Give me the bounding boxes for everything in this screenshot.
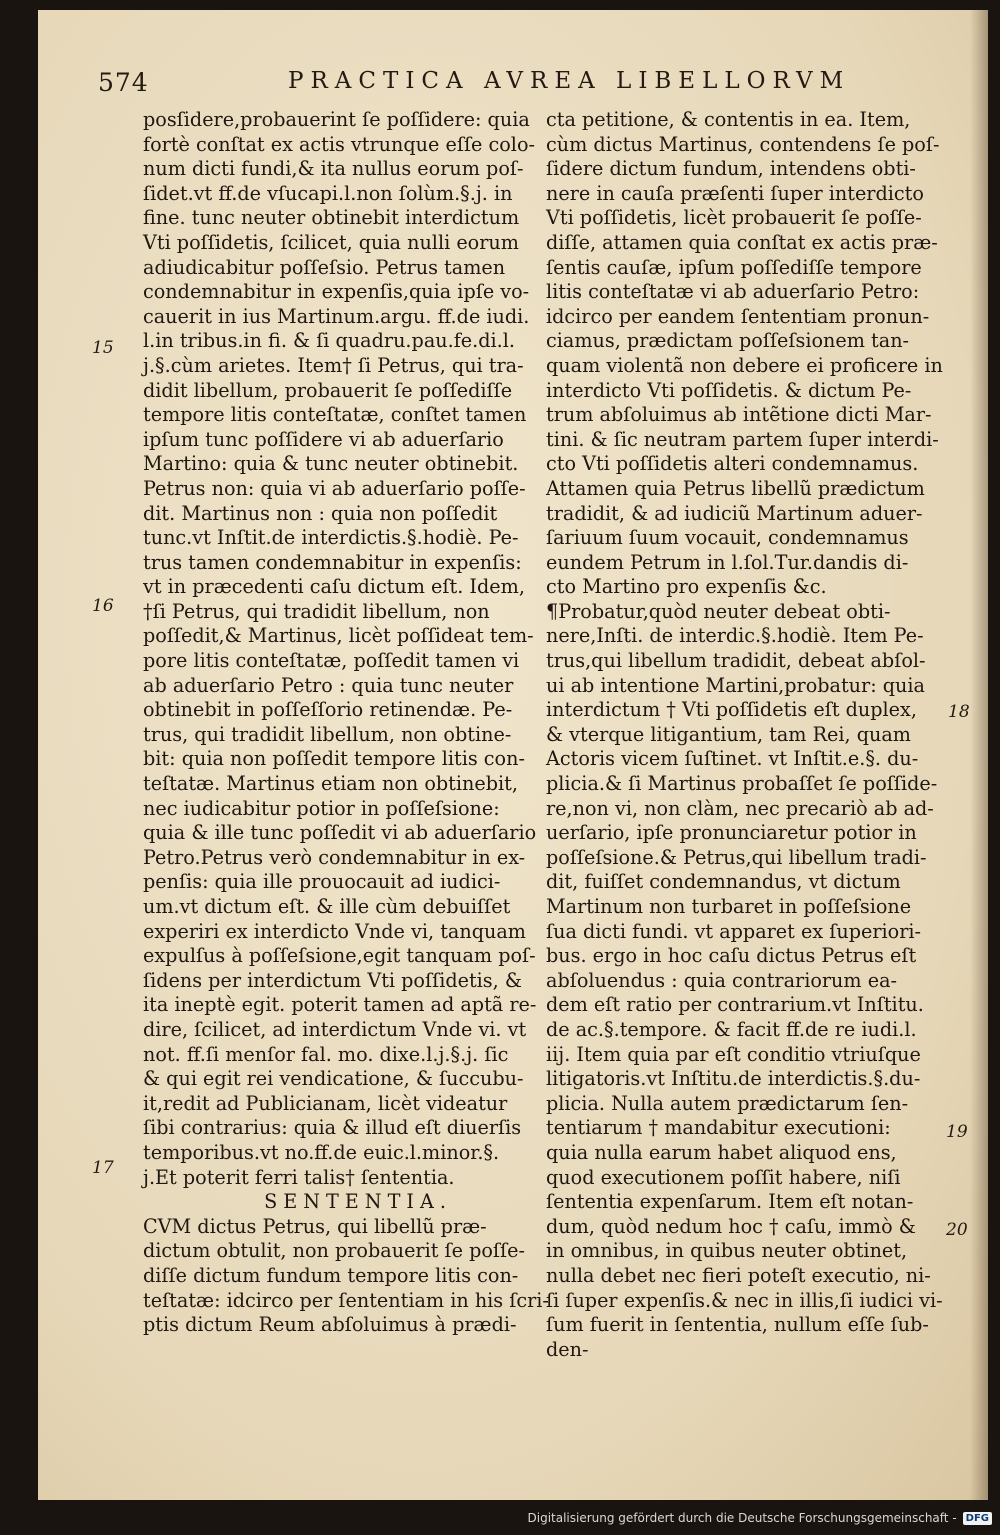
text-line: diſſe, attamen quia conſtat ex actis præ- <box>546 230 938 254</box>
marginal-number-19: 19 <box>946 1122 968 1142</box>
text-line: uerſario, ipſe pronunciaretur potior in <box>546 821 917 845</box>
text-line: expulſus à poſſeſsione,egit tanquam poſ- <box>143 944 536 968</box>
text-line: Martinum non turbaret in poſſeſsione <box>546 895 912 918</box>
text-line: um.vt dictum eſt. & ille cùm debuiſſet <box>143 895 511 918</box>
text-line: tini. & ſic neutram partem ſuper interdi- <box>546 427 939 451</box>
text-line: adiudicabitur poſſeſsio. Petrus tamen <box>143 255 506 279</box>
text-line: condemnabitur in expenſis,quia ipſe vo- <box>143 280 530 304</box>
text-line: Vti poſſidetis, licèt probauerit ſe poſſe- <box>546 206 922 230</box>
text-line: dit, fuiſſet condemnandus, vt dictum <box>546 870 901 894</box>
text-line: teſtatæ: idcirco per ſententiam in his ſcri- <box>143 1288 549 1312</box>
text-line: ita ineptè egit. poterit tamen ad aptã re- <box>143 993 537 1017</box>
text-line: Petro.Petrus verò condemnabitur in ex- <box>143 845 526 869</box>
text-line: it,redit ad Publicianam, licèt videatur <box>143 1091 508 1115</box>
text-line: quam violentã non debere ei proficere in <box>546 353 943 377</box>
text-line: vt in præcedenti caſu dictum eſt. Idem, <box>143 575 525 599</box>
text-line: tradidit, & ad iudiciũ Martinum aduer- <box>546 501 923 525</box>
text-line: iij. Item quia par eſt conditio vtriuſque <box>546 1042 921 1066</box>
text-line: bus. ergo in hoc caſu dictus Petrus eſt <box>546 944 917 968</box>
text-line: trus, qui tradidit libellum, non obtine- <box>143 722 512 746</box>
text-line: fortè conſtat ex actis vtrunque eſſe colo- <box>143 132 535 156</box>
text-line: dictum obtulit, non probauerit ſe poſſe- <box>143 1239 525 1263</box>
text-line: ab aduerſario Petro : quia tunc neuter <box>143 673 514 697</box>
text-line: †ſi Petrus, qui tradidit libellum, non <box>143 599 490 623</box>
text-line: diſſe dictum fundum tempore litis con- <box>143 1263 519 1287</box>
text-line: plicia. Nulla autem prædictarum ſen- <box>546 1091 909 1115</box>
text-line: nere,Inſti. de interdic.§.hodiè. Item Pe- <box>546 624 924 648</box>
text-line: ciamus, prædictam poſſeſsionem tan- <box>546 329 910 353</box>
text-line: ſibi contrarius: quia & illud eſt diuerſis <box>143 1116 522 1140</box>
text-line: Vti poſſidetis, ſcilicet, quia nulli eorum <box>143 230 519 254</box>
text-line: ptis dictum Reum abſoluimus à prædi- <box>143 1313 517 1337</box>
text-line: cto Vti poſſidetis alteri condemnamus. <box>546 452 919 476</box>
text-line: teſtatæ. Martinus etiam non obtinebit, <box>143 772 518 796</box>
text-line: CVM dictus Petrus, qui libellũ præ- <box>143 1214 487 1238</box>
text-line: pore litis conteſtatæ, poſſedit tamen vi <box>143 649 520 673</box>
text-line: nec iudicabitur potior in poſſeſsione: <box>143 796 500 820</box>
text-line: re,non vi, non clàm, nec precariò ab ad- <box>546 796 934 820</box>
text-line: ſariuum ſuum vocauit, condemnamus <box>546 526 909 550</box>
text-line: ſententia expenſarum. Item eſt notan- <box>546 1190 914 1214</box>
text-line: ſi ſuper expenſis.& nec in illis,ſi iudici vi- <box>546 1288 943 1312</box>
text-line: cauerit in ius Martinum.argu. ff.de iudi. <box>143 304 530 328</box>
text-line: dit. Martinus non : quia non poſſedit <box>143 501 498 525</box>
text-line: cto Martino pro expenſis &c. <box>546 575 827 599</box>
marginal-number-17: 17 <box>92 1158 114 1178</box>
text-line: & vterque litigantium, tam Rei, quam <box>546 722 912 746</box>
book-page <box>38 10 988 1500</box>
text-line: quod executionem poſſit habere, niſi <box>546 1165 901 1189</box>
text-line: temporibus.vt no.ff.de euic.l.minor.§. <box>143 1140 500 1164</box>
text-line: l.in tribus.in fi. & ſi quadru.pau.fe.di.l. <box>143 329 516 353</box>
left-column <box>143 108 573 1338</box>
text-line: penſis: quia ille prouocauit ad iudici- <box>143 870 501 894</box>
text-line: obtinebit in poſſeſſorio retinendæ. Pe- <box>143 698 513 722</box>
text-line: cta petitione, & contentis in ea. Item, <box>546 108 911 131</box>
text-line: Martino: quia & tunc neuter obtinebit. <box>143 452 519 476</box>
text-line: didit libellum, probauerit ſe poſſediſſe <box>143 378 513 402</box>
digitization-footer <box>528 1507 993 1529</box>
page-header <box>98 68 898 98</box>
text-line: Attamen quia Petrus libellũ prædictum <box>546 476 925 500</box>
text-line: ſentis cauſæ, ipſum poſſediſſe tempore <box>546 255 922 279</box>
text-line: tempore litis conteſtatæ, conſtet tamen <box>143 403 527 427</box>
text-line: poſſeſsione.& Petrus,qui libellum tradi- <box>546 845 927 869</box>
text-line: ipſum tunc poſſidere vi ab aduerſario <box>143 427 504 451</box>
marginal-number-20: 20 <box>946 1220 968 1240</box>
text-line: plicia.& ſi Martinus probaſſet ſe poſſide- <box>546 772 938 796</box>
text-line: de ac.§.tempore. & facit ff.de re iudi.l. <box>546 1017 917 1041</box>
text-line: quia & ille tunc poſſedit vi ab aduerſario <box>143 821 537 845</box>
text-line: ſidere dictum fundum, intendens obti- <box>546 157 916 181</box>
text-line: cùm dictus Martinus, contendens ſe poſ- <box>546 132 940 156</box>
text-line: ſua dicti fundi. vt apparet ex ſuperiori- <box>546 919 921 943</box>
dfg-logo: DFG <box>963 1512 992 1525</box>
text-line: dum, quòd nedum hoc † caſu, immò & <box>546 1214 916 1238</box>
text-line: j.§.cùm arietes. Item† ſi Petrus, qui tra- <box>143 353 524 377</box>
text-line: dem eſt ratio per contrarium.vt Inſtitu. <box>546 993 924 1017</box>
text-line: num dicti fundi,& ita nullus eorum poſ- <box>143 157 524 181</box>
marginal-number-16: 16 <box>92 596 114 616</box>
text-line: posſidere,probauerint ſe poſſidere: quia <box>143 108 530 131</box>
text-line: nere in cauſa præſenti ſuper interdicto <box>546 181 924 205</box>
text-line: Actoris vicem ſuſtinet. vt Inſtit.e.§. du- <box>546 747 919 771</box>
marginal-number-15: 15 <box>92 338 114 358</box>
text-line: eundem Petrum in l.ſol.Tur.dandis di- <box>546 550 909 574</box>
text-line: tentiarum † mandabitur executioni: <box>546 1116 891 1140</box>
text-line: den- <box>546 1337 589 1361</box>
text-line: poſſedit,& Martinus, licèt poſſideat tem- <box>143 624 534 648</box>
text-line: SENTENTIA. <box>264 1190 452 1214</box>
text-line: nulla debet nec fieri poteſt executio, ni- <box>546 1263 931 1287</box>
text-line: j.Et poterit ferri talis† ſententia. <box>143 1165 455 1189</box>
text-line: quia nulla earum habet aliquod ens, <box>546 1140 897 1164</box>
text-line: bit: quia non poſſedit tempore litis con- <box>143 747 525 771</box>
text-line: idcirco per eandem ſententiam pronun- <box>546 304 930 328</box>
text-line: ¶Probatur,quòd neuter debeat obti- <box>546 599 891 623</box>
text-line: not. ff.ſi menſor fal. mo. dixe.l.j.§.j. ſic <box>143 1042 509 1066</box>
text-line: trus,qui libellum tradidit, debeat abſol- <box>546 649 926 673</box>
text-line: ſidet.vt ff.de vſucapi.l.non ſolùm.§.j. in <box>143 181 513 205</box>
text-line: trum abſoluimus ab intẽtione dicti Mar- <box>546 403 932 427</box>
text-line: Petrus non: quia vi ab aduerſario poſſe- <box>143 476 526 500</box>
text-line: trus tamen condemnabitur in expenſis: <box>143 550 522 574</box>
text-line: fine. tunc neuter obtinebit interdictum <box>143 206 520 230</box>
text-line: dire, ſcilicet, ad interdictum Vnde vi. vt <box>143 1017 527 1041</box>
running-title: PRACTICA AVREA LIBELLORVM <box>288 68 851 94</box>
funding-credit: Digitalisierung gefördert durch die Deutsche Forschungsgemeinschaft - <box>527 1511 957 1525</box>
text-line: interdicto Vti poſſidetis. & dictum Pe- <box>546 378 912 402</box>
marginal-number-18: 18 <box>948 702 970 722</box>
right-column <box>546 108 986 1362</box>
text-line: litis conteſtatæ vi ab aduerſario Petro: <box>546 280 920 304</box>
text-line: ſidens per interdictum Vti poſſidetis, & <box>143 968 522 992</box>
page-number: 574 <box>98 68 149 97</box>
text-line: ſum fuerit in ſententia, nullum eſſe ſub- <box>546 1313 929 1337</box>
text-line: experiri ex interdicto Vnde vi, tanquam <box>143 919 526 943</box>
text-line: & qui egit rei vendicatione, & ſuccubu- <box>143 1067 524 1091</box>
text-line: tunc.vt Inſtit.de interdictis.§.hodiè. Pe- <box>143 526 519 550</box>
text-line: ui ab intentione Martini,probatur: quia <box>546 673 925 697</box>
text-line: litigatoris.vt Inſtitu.de interdictis.§.du- <box>546 1067 921 1091</box>
text-line: interdictum † Vti poſſidetis eſt duplex, <box>546 698 917 722</box>
text-line: abſoluendus : quia contrariorum ea- <box>546 968 897 992</box>
text-line: in omnibus, in quibus neuter obtinet, <box>546 1239 908 1263</box>
